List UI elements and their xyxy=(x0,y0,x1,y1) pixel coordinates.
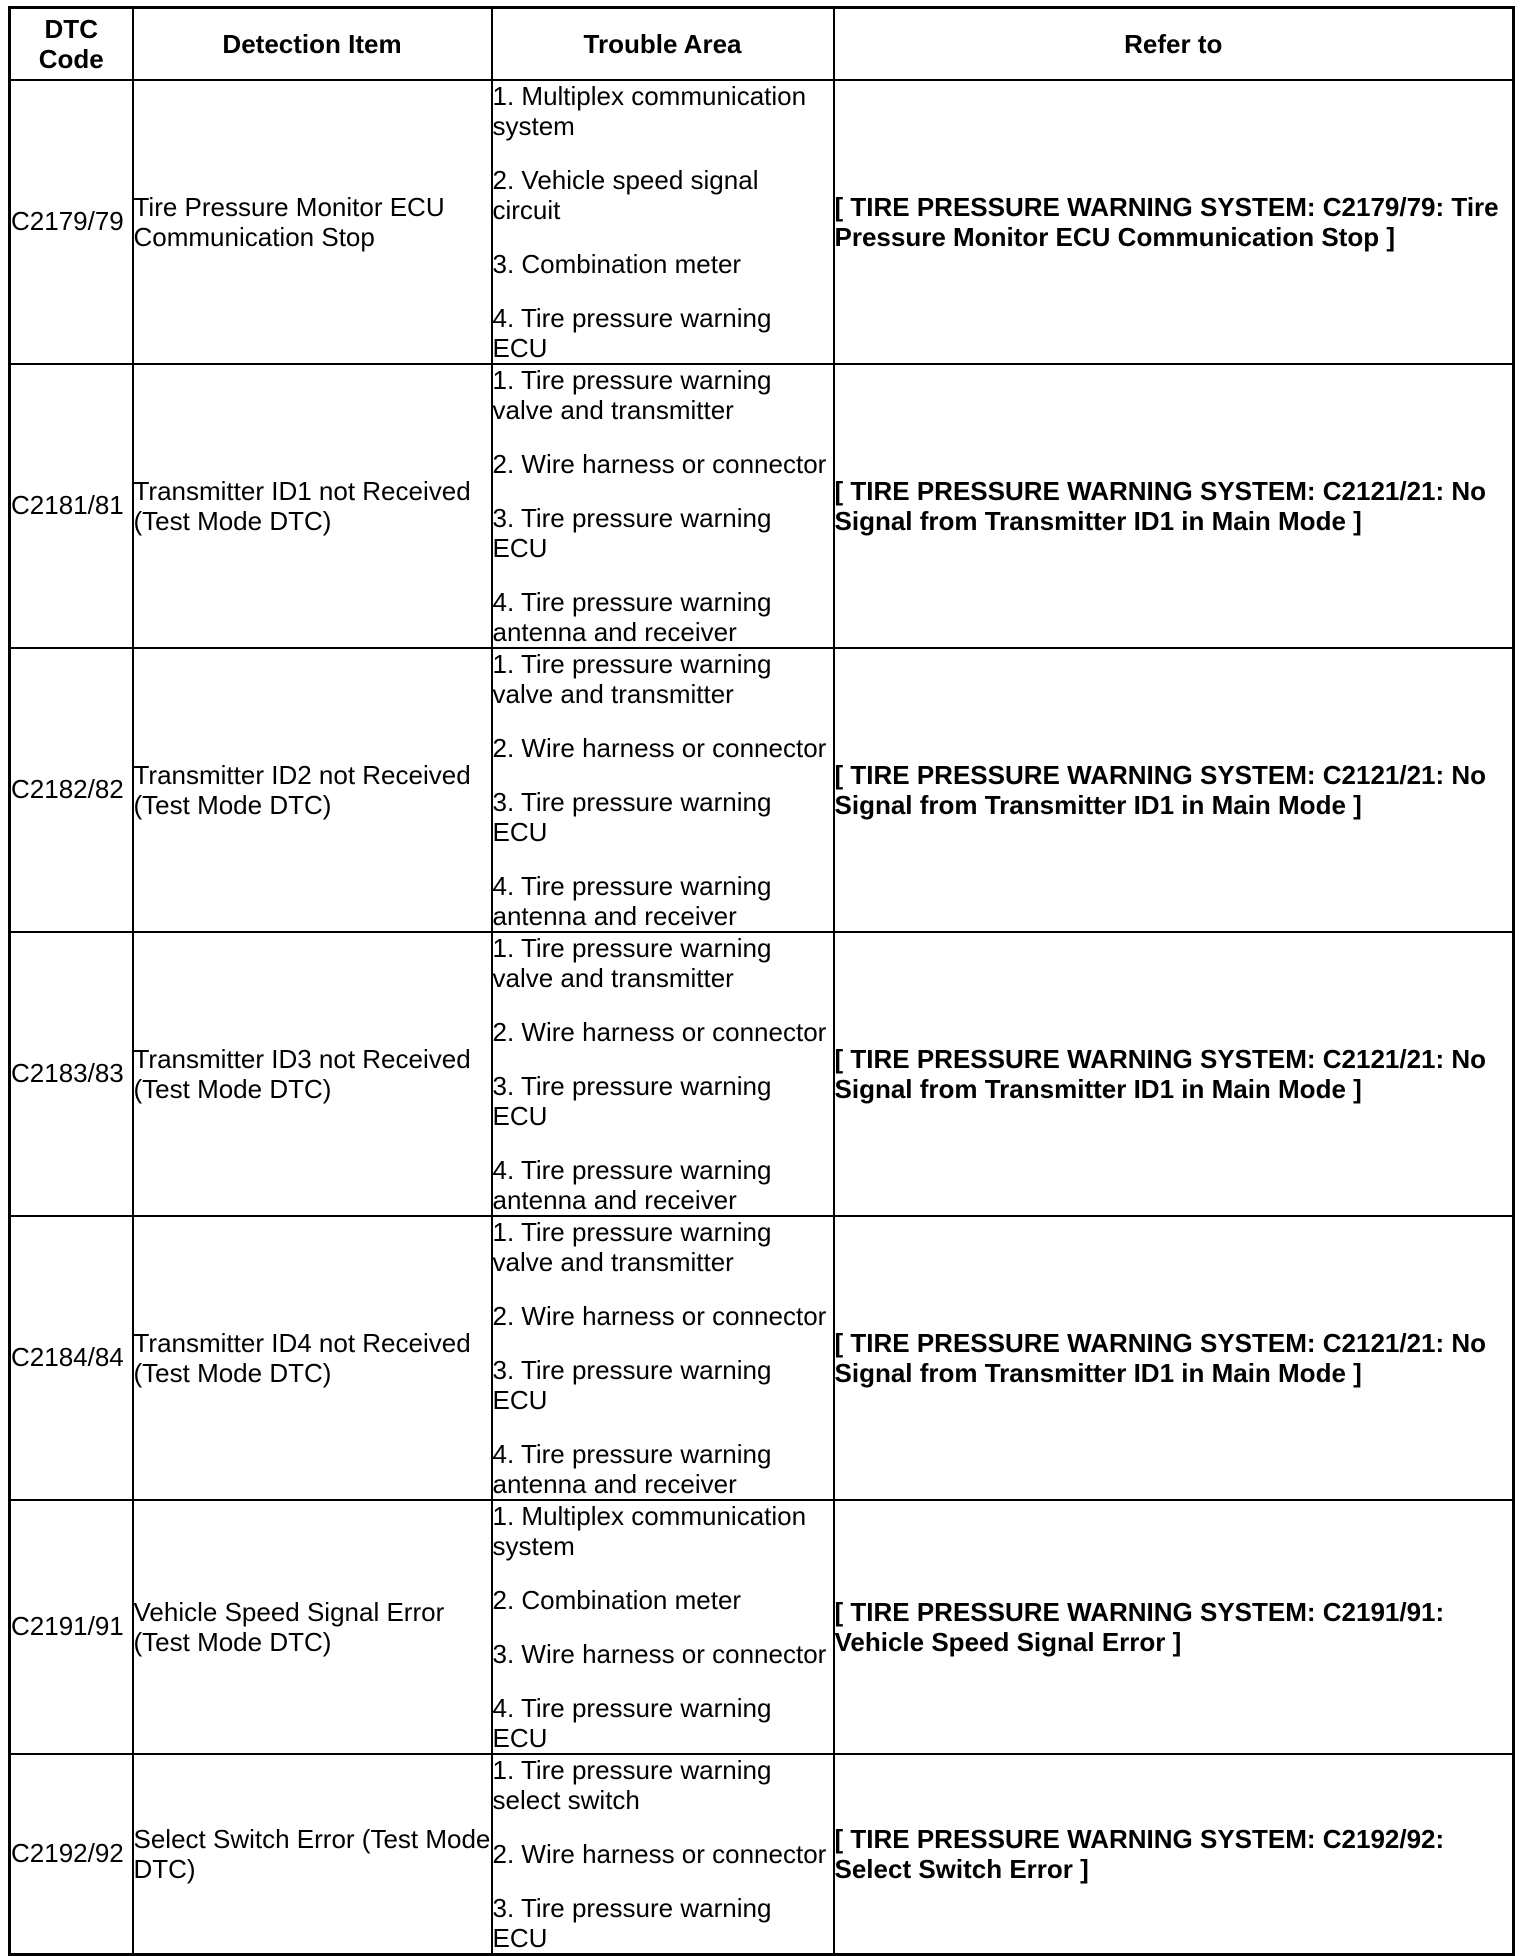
table-row xyxy=(10,932,1514,1216)
dtc-table xyxy=(8,6,1515,1956)
refer-to-link[interactable]: [ TIRE PRESSURE WARNING SYSTEM: C2192/92: Select Switch Error ] xyxy=(834,1754,1514,1955)
dtc-code-cell: C2182/82 xyxy=(10,648,133,932)
trouble-area-item: 3. Tire pressure warning ECU xyxy=(492,1354,772,1415)
trouble-area-item: 1. Multiplex communication system xyxy=(492,80,807,141)
trouble-area-cell xyxy=(492,648,834,932)
detection-item-cell: Vehicle Speed Signal Error (Test Mode DTC) xyxy=(133,1500,492,1754)
refer-to-link[interactable]: [ TIRE PRESSURE WARNING SYSTEM: C2179/79: Tire Pressure Monitor ECU Communication Stop ] xyxy=(834,80,1514,364)
table-row xyxy=(10,80,1514,364)
table-row xyxy=(10,364,1514,648)
refer-to-link[interactable]: [ TIRE PRESSURE WARNING SYSTEM: C2121/21: No Signal from Transmitter ID1 in Main Mode ] xyxy=(834,364,1514,648)
detection-item-cell: Select Switch Error (Test Mode DTC) xyxy=(133,1754,492,1955)
trouble-area-item: 2. Vehicle speed signal circuit xyxy=(492,164,759,225)
detection-item-cell: Transmitter ID1 not Received (Test Mode DTC) xyxy=(133,364,492,648)
table-row xyxy=(10,648,1514,932)
trouble-area-item: 2. Wire harness or connector xyxy=(492,1300,827,1331)
detection-item-cell: Transmitter ID4 not Received (Test Mode DTC) xyxy=(133,1216,492,1500)
trouble-area-item: 1. Tire pressure warning valve and transmitter xyxy=(492,364,772,425)
trouble-area-item: 2. Wire harness or connector xyxy=(492,1016,827,1047)
trouble-area-item: 4. Tire pressure warning antenna and receiver xyxy=(492,1154,772,1215)
trouble-area-item: 1. Multiplex communication system xyxy=(492,1500,807,1561)
trouble-area-item: 1. Tire pressure warning valve and transmitter xyxy=(492,648,772,709)
trouble-area-item: 2. Combination meter xyxy=(492,1584,742,1615)
trouble-area-cell xyxy=(492,1500,834,1754)
trouble-area-item: 3. Tire pressure warning ECU xyxy=(492,1892,772,1953)
trouble-area-item: 4. Tire pressure warning antenna and receiver xyxy=(492,1438,772,1499)
detection-item-cell: Transmitter ID2 not Received (Test Mode DTC) xyxy=(133,648,492,932)
header-dtc-code: DTC Code xyxy=(10,8,133,80)
trouble-area-cell xyxy=(492,80,834,364)
trouble-area-item: 3. Combination meter xyxy=(492,248,742,279)
header-trouble-area: Trouble Area xyxy=(492,8,834,80)
trouble-area-item: 4. Tire pressure warning antenna and receiver xyxy=(492,586,772,647)
trouble-area-item: 2. Wire harness or connector xyxy=(492,448,827,479)
trouble-area-item: 4. Tire pressure warning ECU xyxy=(492,1692,772,1753)
trouble-area-cell xyxy=(492,364,834,648)
dtc-code-cell: C2181/81 xyxy=(10,364,133,648)
table-row xyxy=(10,1216,1514,1500)
trouble-area-item: 3. Wire harness or connector xyxy=(492,1638,827,1669)
refer-to-link[interactable]: [ TIRE PRESSURE WARNING SYSTEM: C2121/21: No Signal from Transmitter ID1 in Main Mode ] xyxy=(834,1216,1514,1500)
trouble-area-item: 4. Tire pressure warning ECU xyxy=(492,302,772,363)
trouble-area-cell xyxy=(492,1216,834,1500)
trouble-area-item: 1. Tire pressure warning select switch xyxy=(492,1754,772,1815)
dtc-code-cell: C2184/84 xyxy=(10,1216,133,1500)
table-row xyxy=(10,1500,1514,1754)
detection-item-cell: Tire Pressure Monitor ECU Communication Stop xyxy=(133,80,492,364)
detection-item-cell: Transmitter ID3 not Received (Test Mode DTC) xyxy=(133,932,492,1216)
trouble-area-cell xyxy=(492,932,834,1216)
trouble-area-item: 1. Tire pressure warning valve and transmitter xyxy=(492,1216,772,1277)
trouble-area-item: 3. Tire pressure warning ECU xyxy=(492,1070,772,1131)
dtc-code-cell: C2183/83 xyxy=(10,932,133,1216)
header-detection-item: Detection Item xyxy=(133,8,492,80)
trouble-area-item: 1. Tire pressure warning valve and transmitter xyxy=(492,932,772,993)
dtc-code-cell: C2191/91 xyxy=(10,1500,133,1754)
dtc-code-cell: C2179/79 xyxy=(10,80,133,364)
trouble-area-item: 2. Wire harness or connector xyxy=(492,732,827,763)
refer-to-link[interactable]: [ TIRE PRESSURE WARNING SYSTEM: C2121/21: No Signal from Transmitter ID1 in Main Mode ] xyxy=(834,648,1514,932)
refer-to-link[interactable]: [ TIRE PRESSURE WARNING SYSTEM: C2121/21: No Signal from Transmitter ID1 in Main Mode ] xyxy=(834,932,1514,1216)
trouble-area-item: 3. Tire pressure warning ECU xyxy=(492,502,772,563)
refer-to-link[interactable]: [ TIRE PRESSURE WARNING SYSTEM: C2191/91: Vehicle Speed Signal Error ] xyxy=(834,1500,1514,1754)
trouble-area-item: 2. Wire harness or connector xyxy=(492,1838,827,1869)
trouble-area-item: 4. Tire pressure warning antenna and receiver xyxy=(492,870,772,931)
trouble-area-cell xyxy=(492,1754,834,1955)
dtc-code-cell: C2192/92 xyxy=(10,1754,133,1955)
table-header-row xyxy=(10,8,1514,80)
table-row xyxy=(10,1754,1514,1955)
trouble-area-item: 3. Tire pressure warning ECU xyxy=(492,786,772,847)
header-refer-to: Refer to xyxy=(834,8,1514,80)
